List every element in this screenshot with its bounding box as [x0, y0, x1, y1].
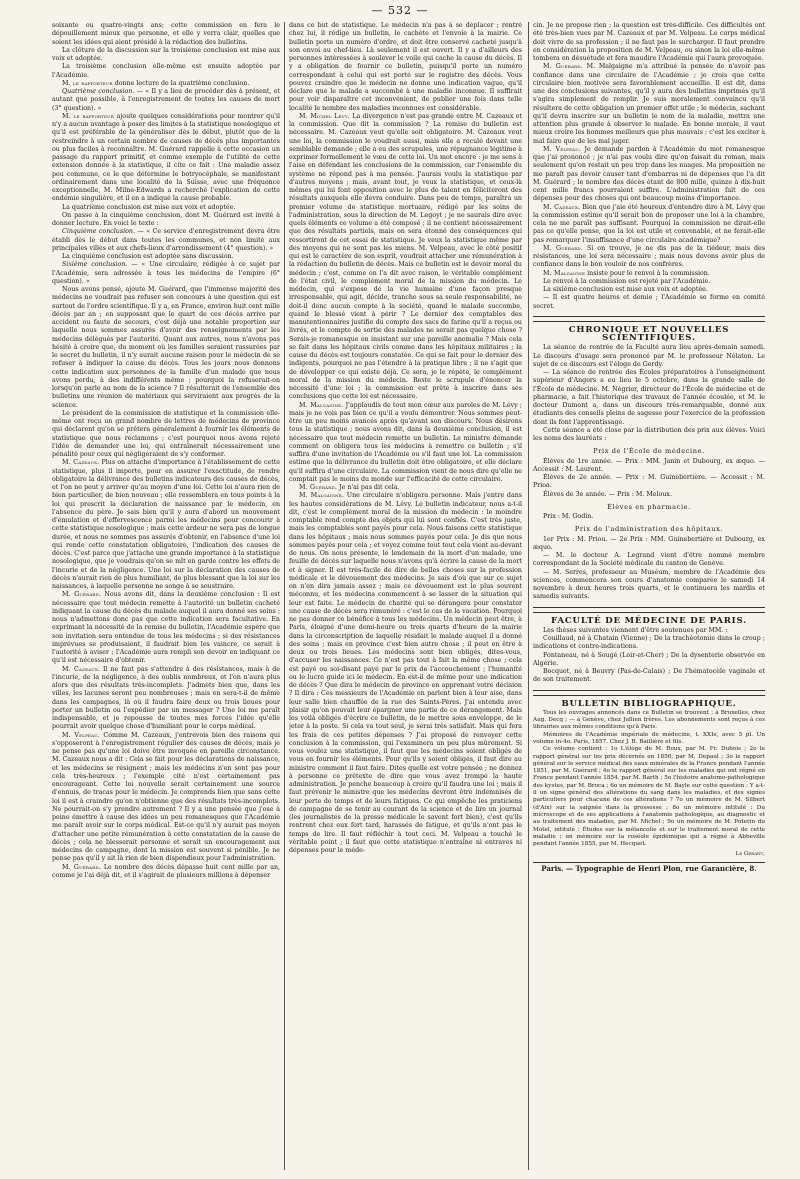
prize-line: Prix : M. Godin. [543, 513, 594, 520]
gerant-label: Le Gérant, [735, 851, 765, 858]
speaker-name: M. Guérard. [543, 63, 583, 71]
paragraph-text: ajoute quelques considérations pour montrer qu'il n'y a aucun avantage à poser des limites à la statistique nosologique et qu'il est préférable de la généraliser dès le début, plutôt que de la restreindre à un certain nombre de causes de décès plus importantes ou plus faciles à reconnaître. M. Guérard rappelle à cette occasion un passage du rapport primitif, et comme exemple de l'utilité de cette extension donnée à la statistique, il cite ce fait : Une maladie assez peu commune, ce le que détermine le botryocéphale, se manifestant ordinairement dans une localité de la Suisse, avec une fréquence exceptionnelle, M. Milne-Edwards a recherché l'explication de cette endémie singulière, et il en a indiqué la cause probable. [52, 112, 280, 203]
paragraph: Les thèses suivantes viennent d'être soutenues par MM. : [543, 626, 728, 634]
paragraph [52, 732, 280, 864]
section-divider [533, 316, 765, 322]
paragraph: Nous avons pensé, ajoute M. Guérard, que l'immense majorité des médecins ne voudrait pas refuser son concours à une question qui est surtout de l'ordre scientifique. Il y a, en France, environ huit cent mille décès par an ; en supposant que le quart de ces décès arrive par accident ou faute de secours, c'est déjà une notable proportion sur laquelle nous sommes assurés d'avoir des renseignements par les médecins délégués par l'autorité. Quant aux autres, nous n'avons pas hésité à croire que, du moment où les familles seraient rassurées par le secret du bulletin, il n'y aurait aucune raison pour le médecin de se refuser à indiquer la cause du décès. Tous les jours nous donnons cette indication aux personnes de la famille d'un malade que nous avons perdu, à des indifférents même ; pourquoi la refuserait-on lorsqu'on parle au nom de la science ? Il résulterait de l'ensemble des bulletins une réunion de matériaux qui serviraient aux progrès de la science. [52, 286, 280, 409]
paragraph: — Il est quatre heures et demie ; l'Académie se forme en comité secret. [533, 294, 765, 310]
column-left [52, 22, 280, 1172]
column-middle [289, 22, 522, 1172]
paragraph [52, 261, 280, 286]
prize-heading: Prix de l'administration des hôpitaux. [574, 525, 724, 534]
paragraph-text: Le nombre des décès dépasse huit cent mille par an, comme je l'ai déjà dit, et il s'agirait de plusieurs millions à dépenser [52, 863, 280, 879]
paragraph-text: — « Une circulaire, rédigée à ce sujet par l'Académie, sera adressée à tous les médecins de l'empire (6° question). » [52, 261, 280, 285]
thesis-entry: Fontaneau, né à Sougé (Loir-et-Cher) ; De la dysenterie observée en Algérie. [533, 651, 765, 667]
speaker-name: M. Guérard. [299, 484, 338, 491]
prize-line: Élèves de 1re année. — Prix : MM. Janin et Dubourg, ex æquo. — Accessit : M. Laurent. [533, 457, 765, 473]
paragraph-text: insiste pour le renvoi à la commission. [585, 269, 710, 277]
paragraph-text: Plus on attache d'importance à l'établissement de cette statistique, plus il importe, pour en assurer l'exactitude, de rendre obligatoire la délivrance des bulletins indicateurs des causes de décès, et l'on ne peut y arriver qu'au moyen d'une loi. Cette loi n'aura rien de bien particulier, de bien nouveau ; elle ressemblera en tous points à la loi qui prescrit la déclaration de naissance par le médecin, en l'absence du père. Je sais bien qu'il y aura d'abord un mouvement d'émulation et d'effervescence parmi les médecins pour concourir à cette statistique nosologique ; mais cette ardeur ne sera pas de longue durée, et nous ne sommes pas assurés d'obtenir, en l'absence d'une loi qui rende cette constatation obligatoire, l'indication des causes de décès. C'est parce que j'attache une grande importance à la statistique nosologique, que je voudrais qu'on se mît en garde contre les effets de l'incurie et de la négligence. Une loi sur la déclaration des causes de décès n'aurait rien de plus humiliant, de plus blessant que la loi sur les naissances, à laquelle personne ne songe à se soustraire. [52, 459, 280, 590]
prize-heading: Prix de l'École de médecine. [593, 447, 705, 456]
section-divider [533, 690, 765, 696]
column-rule [528, 22, 529, 1170]
thesis-entry: Couillaud, né à Chatain (Vienne) ; De la trachéotomie dans le croup ; indications et contre-indications. [533, 635, 765, 651]
paragraph [52, 666, 280, 732]
section-title-chronique: CHRONIQUE ET NOUVELLES SCIENTIFIQUES. [568, 324, 730, 343]
paragraph [533, 63, 765, 146]
paragraph-text: — « Ce service d'enregistrement devra être établi dès le début dans toutes les communes, et non limité aux principales villes et aux chefs-lieux d'arrondissement (4° question). » [52, 228, 280, 252]
paragraph: La quatrième conclusion est mise aux voix et adoptée. [62, 203, 236, 211]
paragraph [52, 212, 280, 229]
paragraph: La troisième conclusion elle-même est ensuite adoptée par l'Académie. [52, 63, 280, 79]
paragraph [52, 228, 280, 253]
paragraph [533, 204, 765, 245]
paragraph-text: J'applaudis de tout mon cœur aux paroles de M. Lévy ; mais je ne vois pas bien ce qu'il a voulu démontrer. Nous sommes peut-être un peu moins avancés après qu'avant son discours. Nous désirons tous la statistique ; nous avons dit, dans la deuxième conclusion, il est nécessaire que tout médecin remette un bulletin. Le ministre demande comment on obligera tous les médecins à remettre ce bulletin ; s'il suffira d'une invitation de l'Académie ou s'il faut une loi. La commission estime que la délivrance du bulletin doit être obligatoire, et elle déclare qu'il suffira d'une circulaire. La commission vient de nous dire qu'elle ne comptait pas le moins du monde sur l'efficacité de cette circulaire. [289, 401, 522, 483]
paragraph [533, 245, 765, 270]
speaker-name: M. Guérard. [62, 591, 102, 599]
paragraph-text: donne lecture de la quatrième conclusion. [112, 79, 250, 87]
paragraph: Tous les ouvrages annoncés dans ce Bulletin se trouvent : à Bruxelles, chez Aug. Decq ; — à Genève, chez Jullien frères. Les abonnements sont reçus à ces librairies aux mêmes conditions qu'à Paris. [533, 709, 765, 731]
speaker-name: M. Cazeaux. [543, 203, 581, 211]
paragraph [289, 402, 522, 485]
paragraph-text: Je demande pardon à l'Académie du mot romanesque que j'ai prononcé ; je n'ai pas voulu dire qu'on faisait du roman, mais seulement qu'on restait un peu trop dans les nuages. Ma proposition ne me paraît pas devoir causer tant d'embarras ni de dépenses que l'a dit M. Guérard ; le nombre des décès étant de 800 mille, quinze à dix-huit cent mille francs pourraient suffire. L'administration fait de ces dépenses pour des choses qui ont beaucoup moins d'importance. [533, 145, 765, 203]
paragraph: La clôture de la discussion sur la troisième conclusion est mise aux voix et adoptée. [52, 46, 280, 62]
page-number: — 532 — [371, 4, 429, 17]
paragraph-text: Comme M. Cazeaux, j'entrevois bien des raisons qui s'opposeront à l'enregistrement régulier des causes de décès, mais je ne pense pas qu'une loi doive être invoquée en pareille circonstance. M. Cazeaux nous a dit : Cela se fait pour les déclarations de naissance, et les médecins se résignent ; mais les médecins n'en sont pas pour cela très-heureux ; l'exemple cité n'est certainement pas encourageant. Cette loi nouvelle serait certainement une source d'ennuis, de tracas pour le médecin. Je comprends bien que sans cette loi il est à craindre qu'on n'obtienne que des résultats très-incomplets. Ne pourrait-on s'y prendre autrement ? Il y a une pensée que j'ose à peine émettre à cause des idées un peu romanesques que l'Académie me paraît avoir sur le corps médical. Est-ce qu'il n'y aurait pas moyen d'attacher une petite rémunération à cette constatation de la cause de décès ; cela ne blesserait personne et serait un encouragement aux médecins de campagne, dont la mission est souvent si pénible. Je ne pense pas qu'il y ait là rien de bien dispendieux pour l'administration. [52, 731, 280, 863]
paragraph: Mémoires de l'Académie impériale de médecine, t. XXIe, avec 5 pl. Un volume in-4o. Paris, 1857. Chez J. B. Baillière et fils. [533, 731, 765, 745]
paragraph: Le président de la commission de statistique et la commission elle-même ont reçu un grand nombre de lettres de médecins de province qui déclarent qu'on se prêtera généralement à fournir les éléments de statistique que nous réclamons ; c'est pourquoi nous avons rejeté l'idée de demander une loi, qui entraînerait nécessairement une pénalité pour ceux qui négligeraient de s'y conformer. [52, 409, 280, 458]
paragraph-text: Nous avons dit, dans la deuxième conclusion : Il est nécessaire que tout médecin remette à l'autorité un bulletin cacheté indiquant la cause du décès du malade auquel il aura donné ses soins ; nous n'admettons donc pas que cette indication sera facultative. En exprimant la nécessité de la remise du bulletin, l'Académie espère que son invitation sera entendue de tous les médecins ; si des résistances imprévues se produisaient, il faudrait bien les vaincre, ce serait à l'autorité à aviser ; l'Académie aura rempli son devoir en indiquant ce qu'il est nécessaire d'obtenir. [52, 591, 280, 665]
thesis-entry: Bocquet, né à Beuvry (Pas-de-Calais) ; De l'hématocèle vaginale et de son traitement. [533, 668, 765, 684]
paragraph-text: Bien que j'aie été heureux d'entendre dire à M. Lévy que la commission estime qu'il serait bon de proposer une loi à la chambre, cela ne me paraît pas suffisant. Pourquoi la commission ne dirait-elle pas ce qu'elle pense, que la loi est utile et convenable, et ne ferait-elle pas remarquer l'insuffisance d'une circulaire académique? [533, 203, 765, 244]
paragraph: Le renvoi à la commission est rejeté par l'Académie. [543, 277, 711, 285]
paragraph: dans ce but de statistique. Le médecin n'a pas à se déplacer ; rentré chez lui, il rédige un bulletin, le cachète et l'envoie à la mairie. Ce bulletin porte un numéro d'ordre, et doit être conservé cacheté jusqu'à son envoi au chef-lieu. Là seulement il est ouvert. Il y a d'ailleurs des personnes intéressées à soulever le voile qui cache la cause du décès. Il y a obligation de fournir ce bulletin, puisqu'il porte un numéro correspondant à celui qui est porté sur le registre des décès. Vous pouvez craindre que le médecin ne donne une indication vague, qu'il déclare que le malade a succombé à une maladie inconnue. Il suffirait pour voir disparaître cet inconvénient, de publier une fois dans telle localité le nombre des maladies inconnues est considérable. [289, 22, 522, 112]
paragraph [52, 459, 280, 591]
paragraph [289, 484, 522, 492]
speaker-name: M. Michel Lévy. [299, 112, 350, 120]
section-title-bulletin: BULLETIN BIBLIOGRAPHIQUE. [561, 698, 737, 709]
column-rule [284, 22, 285, 1170]
paragraph [52, 864, 280, 881]
speaker-name: On passe à la cinquième conclusion, dont M. Guérard [62, 211, 241, 219]
prize-heading: Élèves en pharmacie. [607, 502, 691, 511]
paragraph: — M. le docteur A. Legrand vient d'être nommé membre correspondant de la Société médicale du canton de Genève. [533, 552, 765, 568]
paragraph: La cinquième conclusion est adoptée sans discussion. [62, 253, 234, 260]
paragraph-text: est invité à donner lecture. En voici le texte : [52, 211, 280, 227]
speaker-name: M. le rapporteur [62, 79, 113, 87]
paragraph [52, 113, 280, 204]
paragraph: La séance de rentrée de la Faculté aura lieu après-demain samedi. Le discours d'usage sera prononcé par M. le professeur Nélaton. Le sujet de ce discours est l'éloge de Gerdy. [533, 344, 765, 368]
paragraph [52, 591, 280, 665]
speaker-name: M. Malgaigne. [299, 492, 345, 500]
speaker-name: M. Guérard. [543, 244, 584, 252]
speaker-name: M. Velpeau. [543, 145, 582, 153]
prize-line: 1er Prix : M. Priou. — 2e Prix : MM. Guinebertière et Dubourg, ex æquo. [533, 535, 765, 551]
paragraph-text: Il ne faut pas s'attendre à des résistances, mais à de l'incurie, de la négligence, à des oublis nombreux, et l'on n'aura plus alors que des résultats très-incomplets. J'admets bien que, dans les villes, les lacunes seront peu nombreuses ; mais en sera-t-il de même dans les campagnes, là où il faudra faire deux ou trois lieues pour porter un bulletin ou l'expédier par un messager ? Une loi me paraît indispensable, et je repousse de toutes mes forces l'idée qu'elle pourrait avoir quelque chose d'humiliant pour le corps médical. [52, 665, 280, 731]
speaker-name: M. Malgaigne [543, 269, 586, 277]
paragraph-text: Une circulaire n'obligera personne. Mais j'entre dans les hautes considérations de M. Lévy. Le bulletin indicateur, nous a-t-il dit, c'est le complément moral de la mission du médecin : le moindre comptable rend compte des objets qui lui sont confiés. C'est très juste, mais les comptables sont payés pour cela. Nous faisons cette statistique dans les hôpitaux ; mais nous sommes payés pour cela. Je dis que nous sommes payés pour cela ; et voyez comme tout tout cela vient au-devant de nous. On nous présente, le lendemain de la mort d'un malade, une feuille de décès sur laquelle nous n'avons qu'à écrire la cause de la mort et à signer. Il est très-facile de dire de belles choses sur la profession médicale et le dévouement des médecins. Je sais d'où que sur ce sujet on n'en dira jamais assez ; mais ce dévouement est le plus souvent méconnu, et les médecins commencent à se lasser de la situation qui leur est faite. Le médecin de charité qui se dérangera pour constater une cause de décès sera rémunéré : c'est le cas de la vacation. Pourquoi ne pas donner ce bénéfice à tous les médecins. Un médecin peut être, à Paris, éloigné d'une demi-heure ou trois quarts d'heure de la mairie dans la circonscription de laquelle résidait le malade auquel il a donné des soins ; mais en province c'est bien autre chose ; il peut en être à deux ou trois lieues. Les médecins sont bien obligés, dites-vous, d'accuser les naissances. Ce n'est pas tout à fait la même chose ; cela est payé ou soi-disant payé par le prix de l'accouchement ; l'humanité ou le lucre guide ici le médecin. En est-il de même pour une indication de décès ? Que dira le médecin de province en apprenant votre décision ? Il dira : Ces messieurs de l'Académie en parlent bien à leur aise, dans leur salle bien chauffée de la rue des Saints-Pères. J'ai entendu avec plaisir qu'on pouvait leur épargner une partie de ce dérangement. Mais les voilà obligés d'écrire ce bulletin, de le mettre sous enveloppe, de le jeter à la poste. Si cela va tout seul, je serai très satisfait. Mais qui fera les frais de ces petites dépenses ? J'ai proposé de renvoyer cette conclusion à la commission, qui l'examinera un peu plus mûrement. Si vous voulez une statistique, il faut que les médecins soient obligés de vous en fournir les éléments. Pour qu'ils y soient obligés, il faut dire au ministre comment il faut faire. Dites quelle est votre pensée ; ne donnez à personne ce prétexte de dire que vous avez trompé la haute administration. Je penche beaucoup à croire qu'il faudra une loi ; mais il faut prévenir le ministre que les médecins devront être indemnisés de leur perte de temps et de leurs fatigues. Ce qui empêche les praticiens de campagne de se tenir au courant de la science et de lire un journal (les journalistes de la presse médicale le savent fort bien), c'est qu'ils rentrent chez eux fort tard, harassés de fatigue, et qu'ils n'ont pas le temps de lire. Il faut réfléchir à tout ceci. M. Velpeau a touché le véritable point ; il faut que cette statistique n'entraîne ni entraves ni dépenses pour le méde- [289, 492, 522, 854]
printer-imprint: Paris. — Typographie de Henri Plon, rue Garancière, 8. [533, 862, 765, 873]
paragraph: La sixième conclusion est mise aux voix et adoptée. [543, 286, 708, 293]
paragraph [533, 146, 765, 204]
paragraph [52, 88, 280, 113]
paragraph-text: Si on trouve, je ne dis pas de la tiédeur, mais des résistances, une loi sera nécessaire ; mais nous devons avoir plus de confiance dans le bon vouloir de nos confrères. [533, 244, 765, 269]
paragraph [52, 80, 280, 88]
column-right [533, 22, 765, 1172]
speaker-name: M. le rapporteur [62, 112, 114, 120]
paragraph [533, 270, 765, 278]
paragraph: cin. Je ne propose rien ; la question est très-difficile. Ces difficultés ont été très-bien vues par M. Cazeaux et par M. Velpeau. Le corps médical doit vivre de sa profession ; il ne faut pas le surcharger. Il faut prendre en considération la proposition de M. Velpeau, ou sinon la loi elle-même tombera en désuétude et fera maudire l'Académie qui l'aura provoquée. [533, 22, 765, 62]
section-title-faculte: FACULTÉ DE MÉDECINE DE PARIS. [551, 615, 747, 626]
paragraph-text: La divergence n'est pas grande entre M. Cazeaux et la commission. Que dit la commission ? La remise du bulletin est nécessaire. M. Cazeaux veut qu'elle soit obligatoire. M. Cazeaux veut une loi, la commission le voudrait aussi, mais elle a reculé devant une semblable demande ; elle a eu des scrupules, une répugnance légitime à exprimer formellement le vœu de cette loi. Un mot encore : je me sens à l'aise en défendant les conclusions de la commission, car l'ensemble du système ne répond pas à ma pensée. J'aurais voulu la statistique par d'autres moyens ; mais, avant tout, je veux la statistique, et ceux-là mêmes qui lui font opposition avec le plus de talent en féliciteront des résultats auxquels elle devra conduire. Dans peu de temps, paraîtra un premier volume de statistique mortuaire, rédigé par les soins de l'administration, sous la direction de M. Legoyt ; je ne saurais dire avec quels éléments ce volume a été composé ; il ne contient nécessairement que des résultats partiels, mais on sera étonné des conséquences qui ressortiront de cet essai de statistique. Je veux la statistique même par des moyens qui ne sont pas les miens. M. Velpeau, avec le côté positif qui est le caractère de son esprit, voudrait attacher une rémunération à la rédaction du bulletin de décès. Mais ce bulletin est le devoir moral du médecin ; c'est, comme on l'a dit avec raison, le véritable complément de l'état civil, le complément moral de la mission du médecin. Le médecin, qui s'expose de la vie humaine d'une façon presque irresponsable, qui agit, décide, tranche sous sa seule responsabilité, ne doit-il donc aucun compte à la société, quand le malade succombe, quand le blessé vient à périr ? Le dernier des comptables des manutentionnaires justifie du compte des sacs de farine qu'il a reçus ou livrés, et le compte de sortie des malades ne serait pas quelque chose ? Serais-je romanesque en insistant sur une pareille anomalie ? Mais cela se fait dans les hôpitaux civils comme dans les hôpitaux militaires ; la cause du décès est toujours constatée. Ce qui se fait pour le dernier des indigents, pourquoi ne pas l'étendre à la pratique libre ; il ne s'agit que de développer ce qui existe déjà. Ce sera, je le répète, le complément moral de la mission du médecin. Reste le scrupule d'énoncer la nécessité d'une loi ; la commission est prête à inscrire dans ses conclusions que cette loi est nécessaire. [289, 112, 522, 401]
prize-line: Élèves de 2e année. — Prix : M. Guinebertière. — Accessit : M. Prioa. [533, 474, 765, 490]
section-divider [533, 607, 765, 613]
paragraph: — M. Serres, professeur au Muséum, membre de l'Académie des sciences, commencera son cours d'anatomie comparée le samedi 14 novembre à deux heures trois quarts, et le continuera les mardis et samedis suivants. [533, 568, 765, 601]
speaker-name: M. Guérard. [62, 863, 101, 871]
speaker-name: M. Malgaigne. [299, 401, 344, 409]
conclusion-label: Quatrième conclusion. [62, 88, 135, 95]
paragraph: — La séance de rentrée des Écoles préparatoires à l'enseignement supérieur d'Angers a eu lieu le 5 octobre, dans la grande salle de l'École de médecine. M. Négrier, directeur de l'École de médecine et de pharmacie, a fait l'historique des travaux de l'année écoulée, et M. le docteur Dumont a, dans un discours très-remarquable, donné aux étudiants des conseils pleins de sagesse pour l'exercice de la profession dont ils font l'apprentissage. [533, 369, 765, 426]
paragraph: Cette séance a été close par la distribution des prix aux élèves. Voici les noms des lauréats : [533, 426, 765, 442]
paragraph-text: — « Il y a lieu de procéder dès à présent, et autant que possible, à l'enregistrement de toutes les causes de mort (3° question). » [52, 88, 280, 112]
speaker-name: M. Cazeaux. [62, 459, 100, 467]
speaker-name: M. Cazeaux. [62, 665, 101, 673]
paragraph-text: Je n'ai pas dit cela. [337, 484, 400, 491]
paragraph: soixante ou quatre-vingts ans; cette commission en fera le dépouillement mieux que personne, et elle y verra clair, quelles que soient les idées qui aient présidé à la rédaction des bulletins. [52, 22, 280, 46]
prize-line: Élèves de 3e année. — Prix : M. Meloux. [543, 490, 672, 498]
paragraph [289, 492, 522, 855]
speaker-name: M. Velpeau. [62, 731, 101, 739]
paragraph-text: M. Malgaigne m'a attribué la pensée de n'avoir pas confiance dans une circulaire de l'Académie ; je crois que cette circulaire bien motivée sera favorablement accueillie. Il est dit, dans une des conclusions suivantes, qu'il y aura des bulletins imprimés qu'il s'agira simplement de remplir. Je suis moralement convaincu qu'il résultera de cette obligation un premier effet utile ; le médecin, sachant qu'il devra inscrire sur un bulletin le nom de la maladie, mettra une attention plus grande à observer le malade. En bonne morale, il vaut mieux croire les hommes meilleurs que plus mauvais ; c'est les exciter à mal faire que de les mal juger. [533, 63, 765, 145]
paragraph: Ce volume contient : 1o L'éloge de M. Roux, par M. Fr. Dubois ; 2o le rapport général sur les prix décernés en 1856, par M. Depaul ; 3o le rapport général sur le service médical des eaux minérales de la France pendant l'année 1851, par M. Guérard ; 4o le rapport général sur les maladies qui ont régné en France pendant l'année 1854, par M. Barth ; 5o l'histoire anatomo-pathologique des kystes, par M. Broca ; 6o un mémoire de M. Bayle sur cette question : Y a-t-il un signe général des altérations du sang dans les maladies, et des signes particuliers pour chacune de ces altérations ? 7o un mémoire de M. Silbert (d'Aix) sur la saignée dans la grossesse ; 8o un mémoire intitulé : Du microscope et de ses applications à l'anatomie pathologique, au diagnostic et au traitement des maladies, par M. Michel ; 9o un mémoire de M. Poterin du Motel, intitulé : Études sur la mélancolie et sur le traitement moral de cette maladie ; un mémoire sur la roséole épidémique qui a régné à Abbeville pendant l'année 1855, par M. Hecquet. [533, 746, 765, 848]
paragraph [289, 113, 522, 402]
conclusion-label: Sixième conclusion. [62, 261, 128, 269]
conclusion-label: Cinquième conclusion. [62, 228, 135, 236]
